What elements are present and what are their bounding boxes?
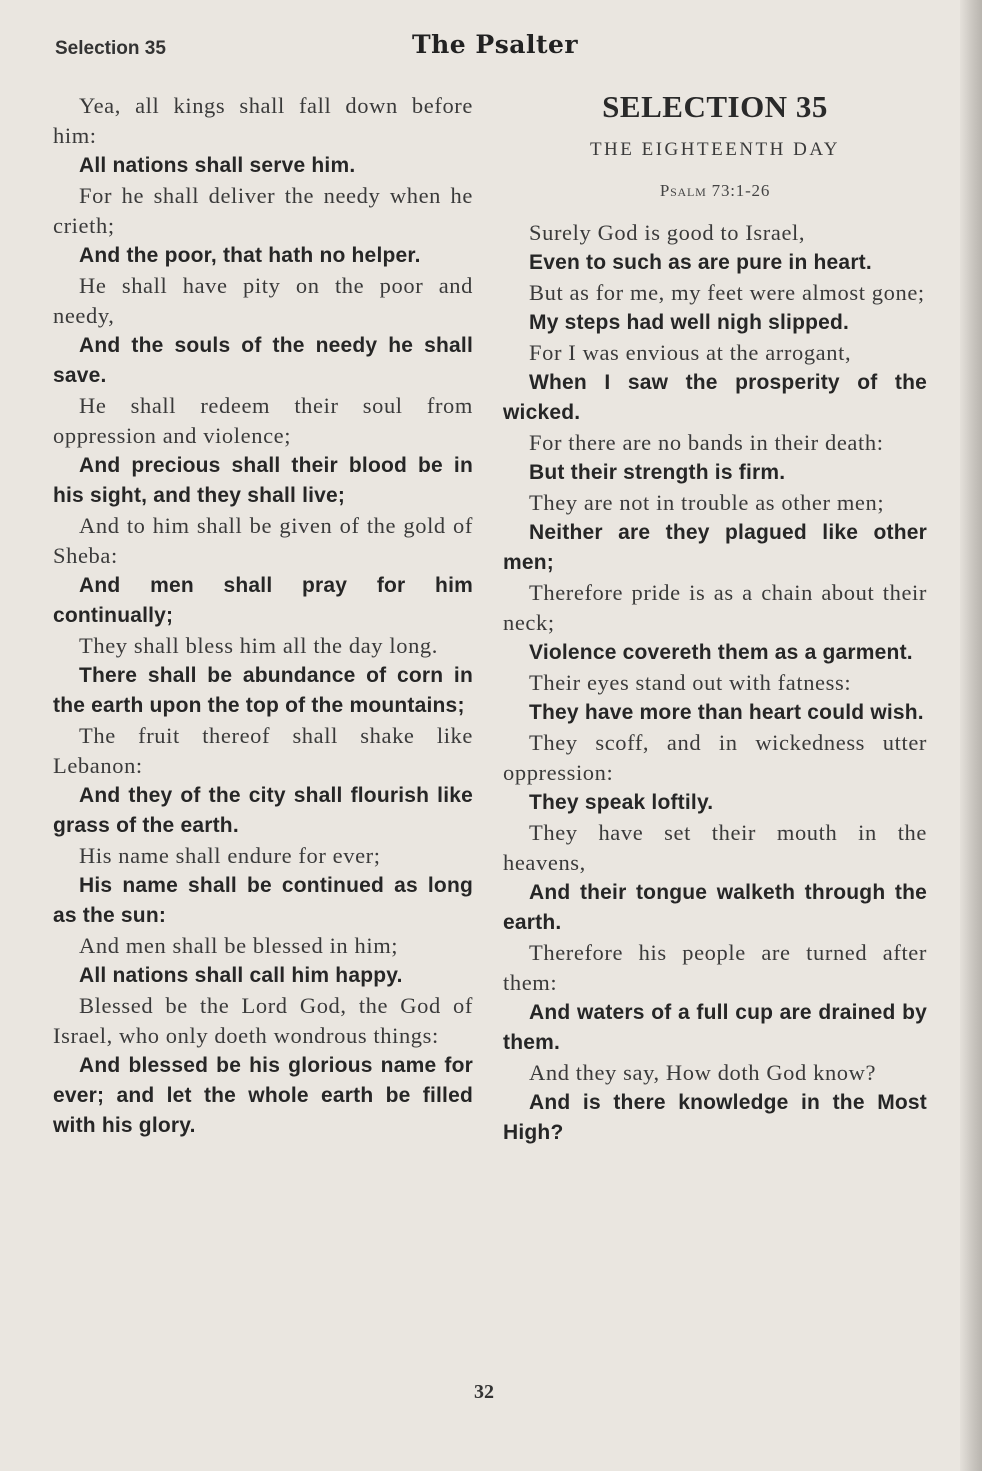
- running-head-selection: Selection 35: [55, 38, 166, 59]
- verse-line: They shall bless him all the day long.: [79, 633, 438, 658]
- verse-line: Blessed be the Lord God, the God of Israel, who only doeth wondrous things:: [53, 993, 473, 1048]
- verse-line: He shall redeem their soul from oppression and violence;: [53, 393, 473, 448]
- verse-line: For there are no bands in their death:: [529, 430, 884, 455]
- verse-line: His name shall endure for ever;: [79, 843, 381, 868]
- verse-line: Even to such as are pure in heart.: [529, 251, 872, 274]
- verse-line: And the souls of the needy he shall save.: [53, 334, 473, 387]
- page-number: 32: [474, 1381, 494, 1403]
- verse-line: They have more than heart could wish.: [529, 701, 924, 724]
- verse-line: And their tongue walketh through the earth.: [503, 881, 927, 934]
- verse-line: There shall be abundance of corn in the earth upon the top of the mountains;: [53, 664, 473, 717]
- verse-line: And men shall pray for him continually;: [53, 574, 473, 627]
- verse-line: All nations shall call him happy.: [79, 964, 403, 987]
- running-head-title: The Psalter: [412, 30, 579, 59]
- verse-line: And is there knowledge in the Most High?: [503, 1091, 927, 1144]
- verse-line: The fruit thereof shall shake like Lebanon:: [53, 723, 473, 778]
- verse-line: Neither are they plagued like other men;: [503, 521, 927, 574]
- selection-heading: SELECTION 35: [602, 89, 828, 124]
- page-edge-shadow: [960, 0, 982, 1471]
- verse-line: When I saw the prosperity of the wicked.: [503, 371, 927, 424]
- verse-line: They have set their mouth in the heavens,: [503, 820, 927, 875]
- verse-line: Yea, all kings shall fall down before him:: [53, 93, 473, 148]
- verse-line: And they say, How doth God know?: [529, 1060, 877, 1085]
- verse-line: For I was envious at the arrogant,: [529, 340, 852, 365]
- verse-line: My steps had well nigh slipped.: [529, 311, 850, 334]
- verse-line: And precious shall their blood be in his sight, and they shall live;: [53, 454, 473, 507]
- verse-line: They are not in trouble as other men;: [529, 490, 885, 515]
- right-column: [503, 88, 927, 1148]
- verse-line: His name shall be continued as long as the sun:: [53, 874, 473, 927]
- verse-line: Therefore pride is as a chain about their neck;: [503, 580, 927, 635]
- verse-line: But as for me, my feet were almost gone;: [529, 280, 925, 305]
- verse-line: They speak loftily.: [529, 791, 714, 814]
- day-subheading: THE EIGHTEENTH DAY: [589, 139, 841, 160]
- verse-line: Surely God is good to Israel,: [529, 220, 806, 245]
- verse-line: And blessed be his glorious name for ever; and let the whole earth be filled with his glory.: [53, 1054, 473, 1137]
- verse-line: And to him shall be given of the gold of Sheba:: [53, 513, 473, 568]
- verse-line: Violence covereth them as a garment.: [529, 641, 913, 664]
- verse-line: And they of the city shall flourish like grass of the earth.: [53, 784, 473, 837]
- psalm-reference: Psalm 73:1-26: [659, 181, 771, 200]
- verse-line: And the poor, that hath no helper.: [79, 244, 421, 267]
- verse-line: They scoff, and in wickedness utter oppression:: [503, 730, 927, 785]
- verse-line: All nations shall serve him.: [79, 154, 356, 177]
- verse-line: But their strength is firm.: [529, 461, 786, 484]
- verse-line: And waters of a full cup are drained by them.: [503, 1001, 927, 1054]
- verse-line: Therefore his people are turned after them:: [503, 940, 927, 995]
- verse-line: For he shall deliver the needy when he crieth;: [53, 183, 473, 238]
- verse-line: He shall have pity on the poor and needy,: [53, 273, 473, 328]
- verse-line: And men shall be blessed in him;: [79, 933, 399, 958]
- left-column: [53, 91, 473, 1141]
- verse-line: Their eyes stand out with fatness:: [529, 670, 852, 695]
